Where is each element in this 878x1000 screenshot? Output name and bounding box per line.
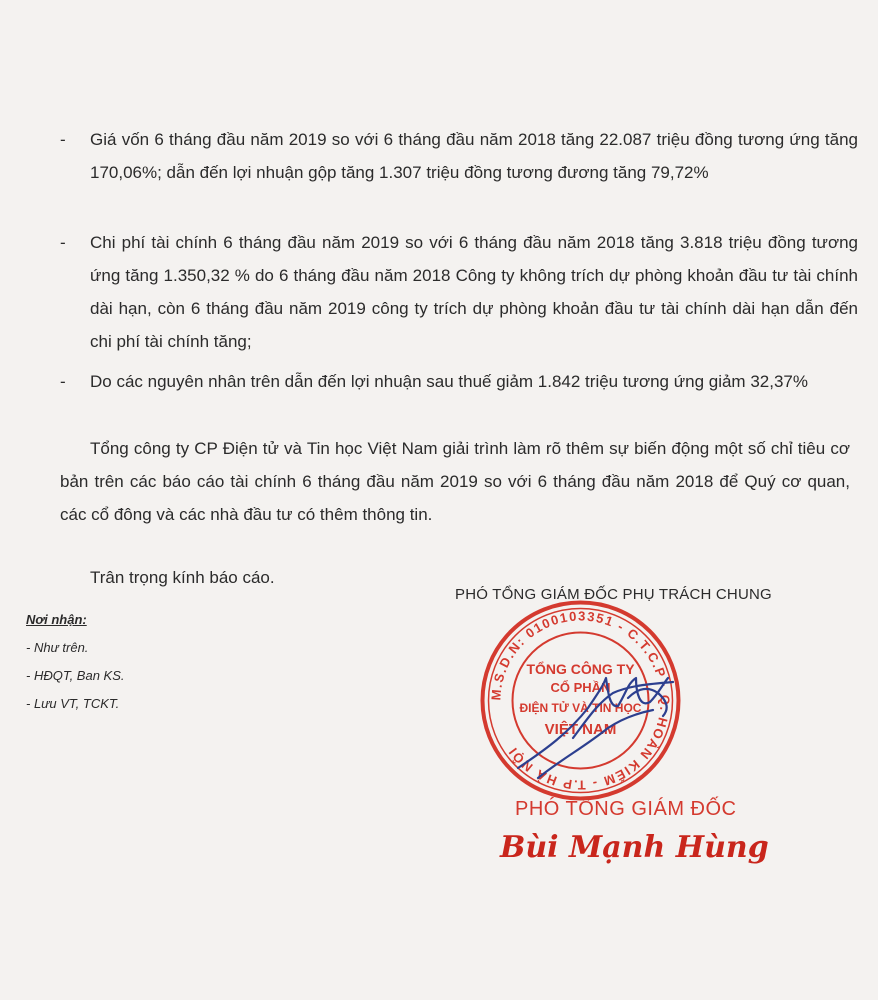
closing-paragraph: Tổng công ty CP Điện tử và Tin học Việt Nam giải trình làm rõ thêm sự biến động một số chỉ tiêu cơ bản trên các báo cáo tài chính 6 tháng đầu năm 2019 so với 6 tháng đầu năm 2018 để Quý cơ quan, các cổ đông và các nhà đầu tư có thêm thông tin. bbox=[60, 439, 850, 524]
signature-title: PHÓ TỔNG GIÁM ĐỐC PHỤ TRÁCH CHUNG bbox=[455, 586, 772, 603]
recipient-item: - Lưu VT, TCKT. bbox=[26, 696, 120, 711]
recipients-block bbox=[26, 606, 125, 718]
bleed-through-text bbox=[330, 20, 333, 34]
bullet-item-finance bbox=[60, 226, 860, 360]
greeting-text: Trân trọng kính báo cáo. bbox=[90, 568, 275, 587]
recipient-item: - Như trên. bbox=[26, 640, 89, 655]
bullet-dash: - bbox=[60, 233, 66, 252]
bullet-item-cost bbox=[60, 123, 860, 223]
recipient-item: - HĐQT, Ban KS. bbox=[26, 668, 125, 683]
greeting-line bbox=[90, 561, 490, 594]
bullet-text: Giá vốn 6 tháng đầu năm 2019 so với 6 tháng đầu năm 2018 tăng 22.087 triệu đồng tương ứng tăng 170,06%; dẫn đến lợi nhuận gộp tăng 1.307 triệu đồng tương đương tăng 79,72% bbox=[90, 130, 858, 182]
recipients-heading: Nơi nhận: bbox=[26, 612, 87, 627]
bullet-dash: - bbox=[60, 372, 66, 391]
bullet-text: Chi phí tài chính 6 tháng đầu năm 2019 so với 6 tháng đầu năm 2018 tăng 3.818 triệu đồng tương ứng tăng 1.350,32 % do 6 tháng đầu năm 2018 Công ty không trích dự phòng khoản đầu tư tài chính dài hạn, còn 6 tháng đầu năm 2019 công ty trích dự phòng khoản đầu tư tài chính dài hạn dẫn đến chi phí tài chính tăng; bbox=[90, 233, 858, 351]
stamp-line: CỔ PHẦN bbox=[550, 680, 611, 695]
bullet-item-profit bbox=[60, 365, 860, 432]
deputy-director-title: PHÓ TỔNG GIÁM ĐỐC bbox=[515, 798, 737, 820]
signer-name: Bùi Mạnh Hùng bbox=[500, 830, 769, 865]
bullet-dash: - bbox=[60, 130, 66, 149]
stamp-line: TỔNG CÔNG TY bbox=[526, 661, 635, 677]
stamp-line: ĐIỆN TỬ VÀ TIN HỌC bbox=[519, 701, 642, 715]
svg-text:M.S.D.N: 0100103351 - C.T.C.P: M.S.D.N: 0100103351 - C.T.C.P · Q. HOÀN KIẾM - T.P HÀ NỘI bbox=[488, 608, 673, 793]
bullet-text: Do các nguyên nhân trên dẫn đến lợi nhuận sau thuế giảm 1.842 triệu tương ứng giảm 32,37% bbox=[90, 372, 808, 391]
stamp-line: VIỆT NAM bbox=[544, 721, 617, 738]
company-seal-stamp bbox=[478, 598, 683, 803]
